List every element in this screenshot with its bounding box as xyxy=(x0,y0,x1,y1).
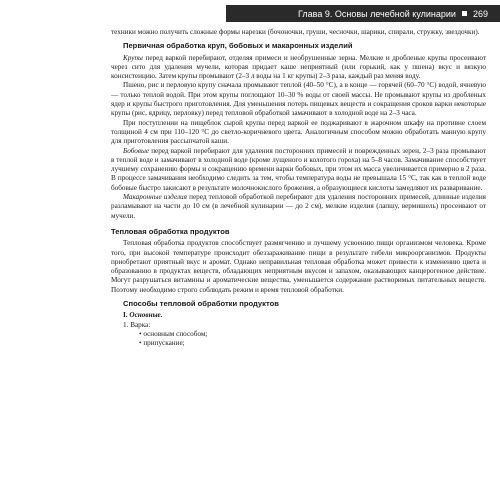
page-body xyxy=(111,28,486,349)
section-heading-grains: Первичная обработка круп, бобовых и макаронных изделий xyxy=(123,41,353,51)
paragraph-heat: Тепловая обработка продуктов способствует размягчению и лучшему усвоению пищи организмом человека. Кроме того, при высокой температуре происходит обеззараживание пищи в результате гибели микроорганизмов. Продукты приобретают приятный вкус и аромат. Однако неправильная тепловая обработка может привести к изменению цвета и образованию в продуктах веществ, обладающих неприятным вкусом и запахом, оказывающих канцерогенное действие. Могут разрушаться витамины и ароматические вещества, уменьшается содержание растворимых питательных веществ. Поэтому необходимо строго соблюдать режим и время тепловой обработки. xyxy=(111,239,486,294)
running-header xyxy=(226,5,500,22)
term-grains: Крупы xyxy=(123,53,143,62)
intro-paragraph: техники можно получить сложные формы нарезки (бочоночки, груши, чесночки, шарики, спирали, стружку, звездочки). xyxy=(111,28,480,36)
list-item-boiling: 1. Варка: xyxy=(123,320,151,329)
paragraph-grains: Крупы перед варкой перебирают, отделяя примеси и необрушенные зерна. Мелкие и дробленые крупы просеивают через сито для удаления мучели, которая придает каше неприятный (или горький, как у пшена) вкус и вязкую консистенцию. Затем крупы промывают (2–3 л воды на 1 кг крупы) 2–3 раза, каждый раз меняя воду. xyxy=(111,53,486,81)
bullet-main-method: • основным способом; xyxy=(139,329,208,338)
square-separator-icon xyxy=(462,11,467,16)
bullet-poaching: • припускание; xyxy=(139,339,185,348)
term-pasta: Макаронные изделия xyxy=(123,193,187,202)
paragraph-roasting: При поступлении на пищеблок сырой крупы перед варкой ее поджаривают в жарочном шкафу на противне слоем толщиной 4 см при 110–120 °С до светло-коричневого цвета. Аналогичным способом можно обработать манную крупу для приготовления рассыпчатой каши. xyxy=(111,118,486,146)
list-item-main: I. Основные. xyxy=(123,311,163,320)
paragraph-legumes: Бобовые перед варкой перебирают для удаления посторонних примесей и поврежденных зерен, 2–3 раза промывают в теплой воде и замачивают в холодной воде (кроме лущеного и колотого гороха) на 5–8 часов. Замачивание способствует лучшему сохранению формы и сокращению времени варки бобовых, при этом их масса увеличивается примерно в 2 раза. В процессе замачивания необходимо следить за тем, чтобы температура воды не превышала 15 °С, так как в теплой воде бобовые быстро закисают в результате молочнокислого брожения, а образующиеся кислоты замедляют их разваривание. xyxy=(111,146,486,192)
paragraph-washing: Пшено, рис и перловую крупу сначала промывают теплой (40–50 °С), а в конце — горячей (60–70 °С) водой, ячневую — только теплой водой. При этом крупы поглощают 10–30 % воды от своей массы. Не промывают крупы из дробленых ядер и крупы быстрого приготовления. Для уменьшения потерь пищевых веществ и сокращения сроков варки некоторые крупы (рис, ядрицу, перловку) перед тепловой обработкой замачивают в холодной воде на 2–3 часа. xyxy=(111,81,486,118)
paragraph-pasta: Макаронные изделия перед тепловой обработкой перебирают для удаления посторонних примесей, длинные изделия разламывают на части до 10 см (в лечебной кулинарии — до 2 см), мелкие изделия (лапшу, вермишель) просеивают от мучели. xyxy=(111,193,486,220)
section-heading-methods: Способы тепловой обработки продуктов xyxy=(123,299,279,309)
section-heading-heat: Тепловая обработка продуктов xyxy=(111,226,230,236)
chapter-title: Глава 9. Основы лечебной кулинарии xyxy=(298,8,456,19)
page-number: 269 xyxy=(472,8,488,19)
term-legumes: Бобовые xyxy=(123,146,150,155)
